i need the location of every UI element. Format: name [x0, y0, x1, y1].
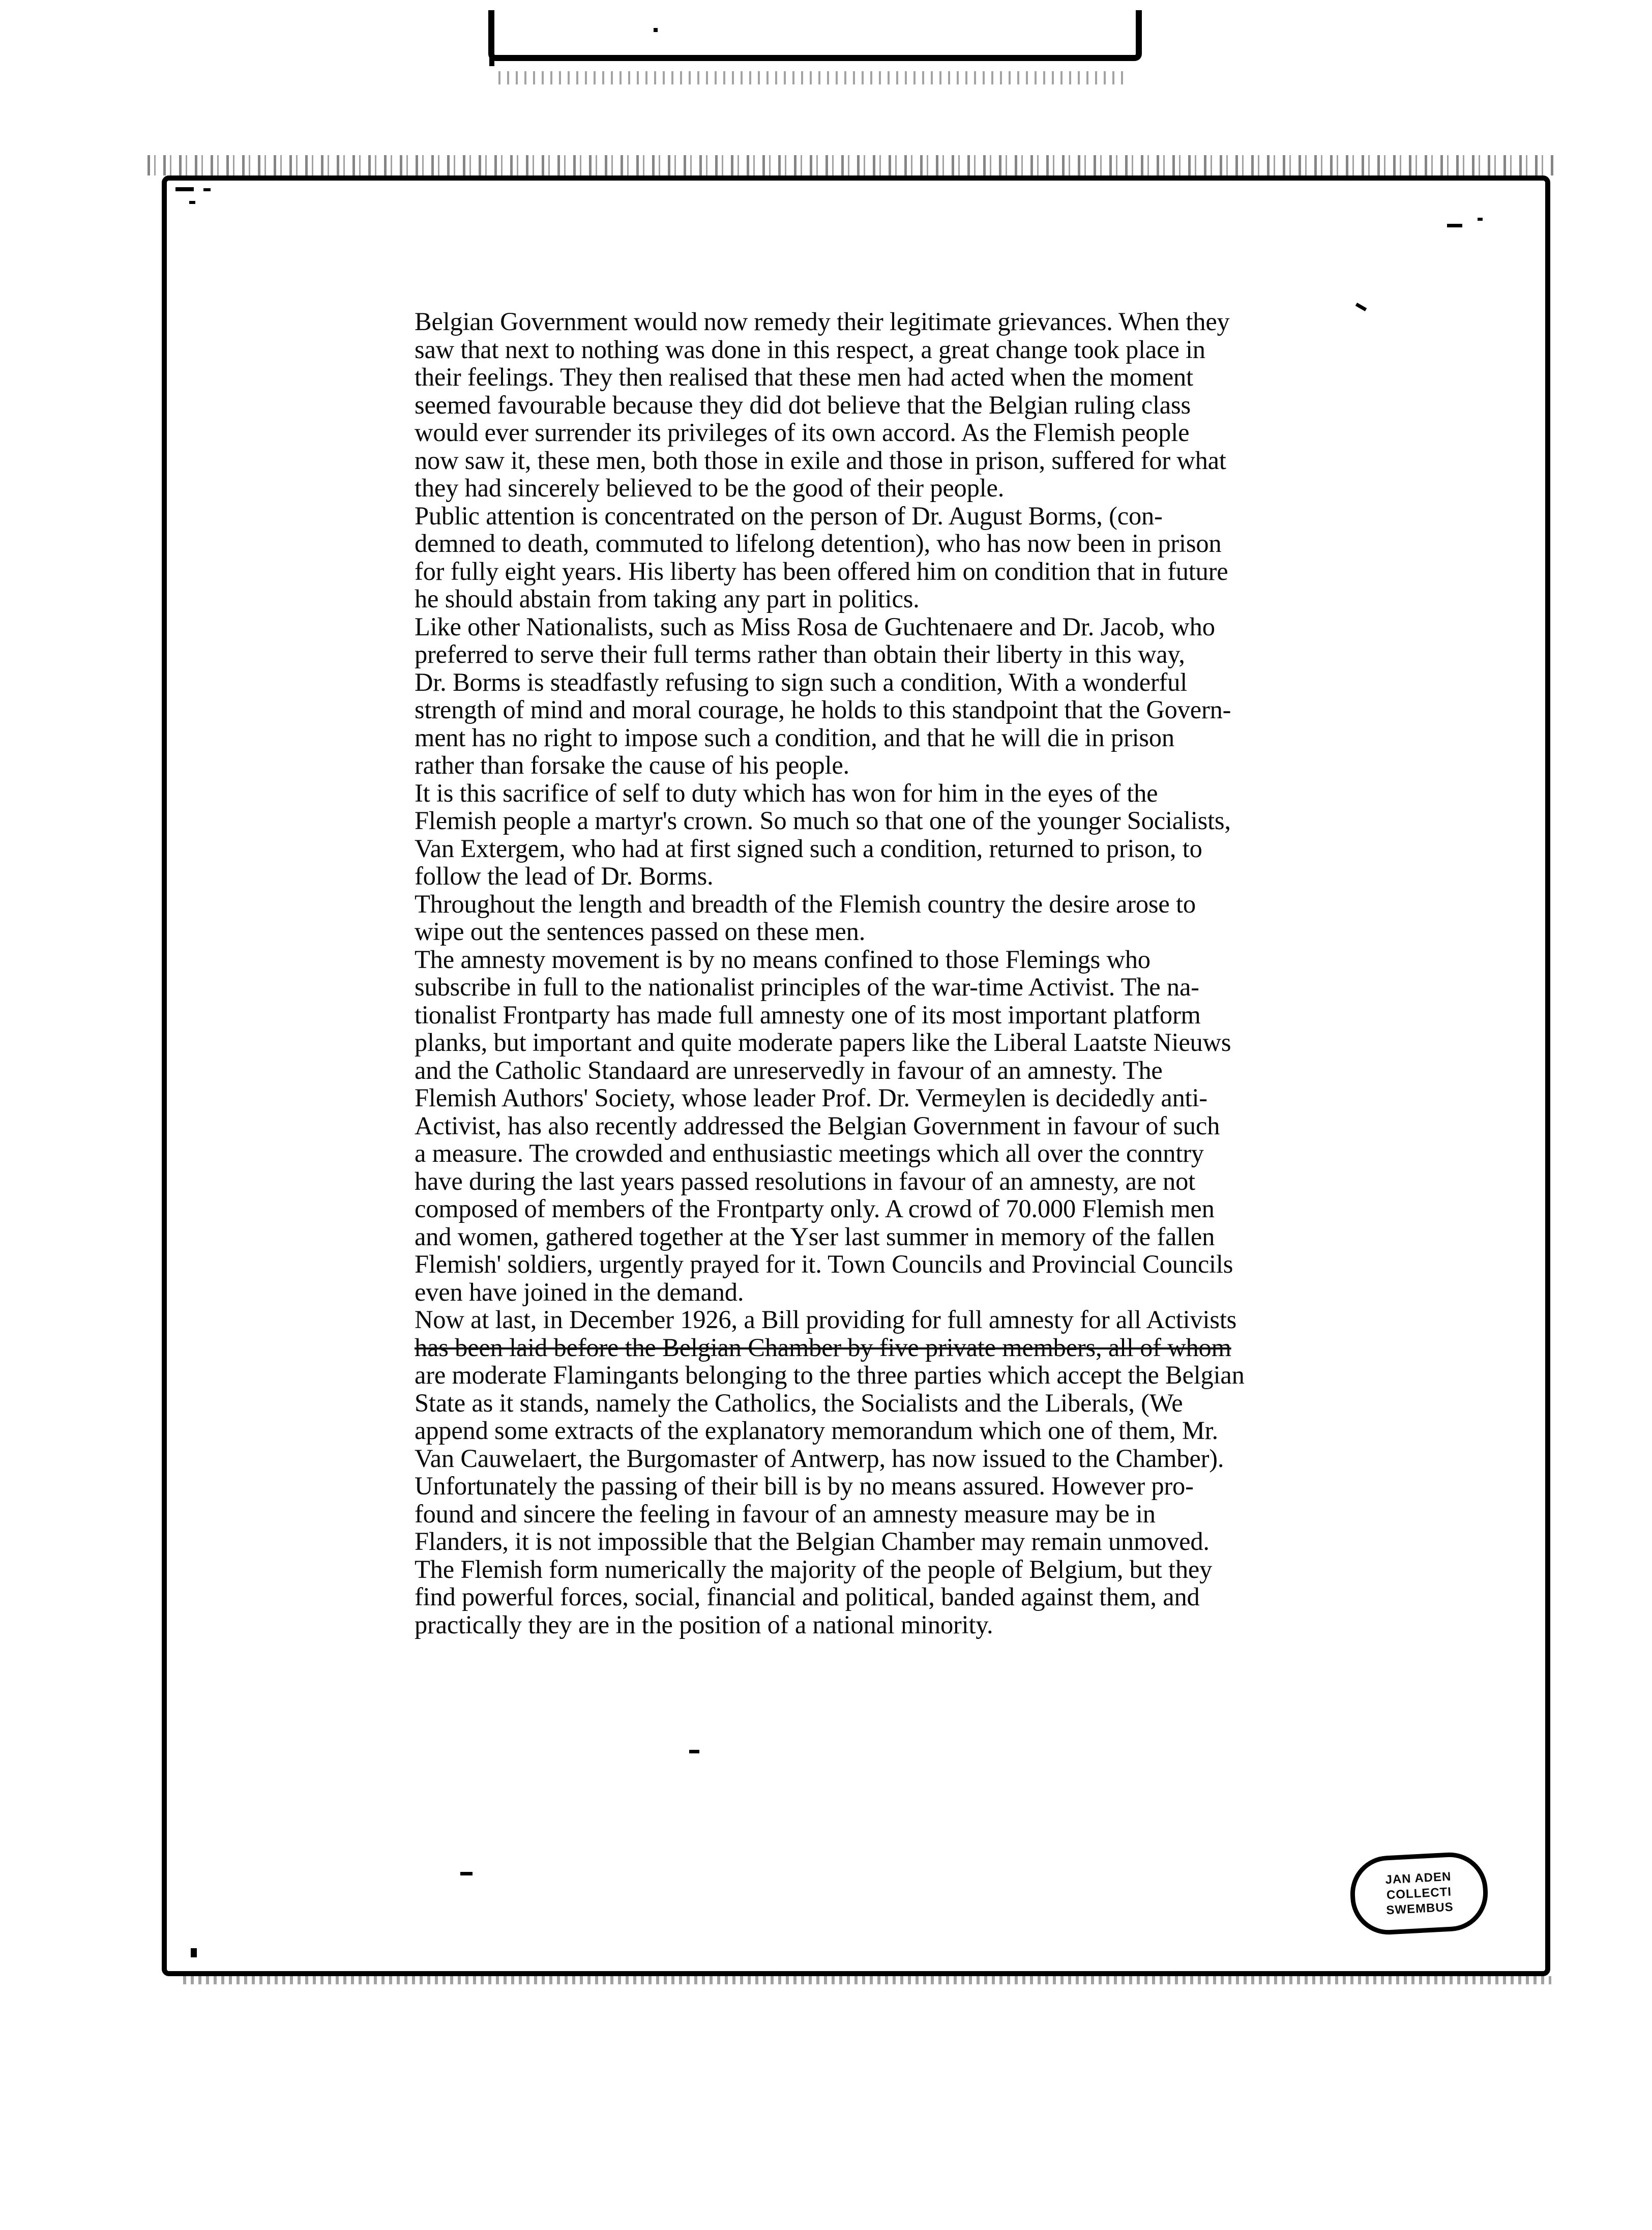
text-line: found and sincere the feeling in favour of an amnesty measure may be in — [415, 1499, 1156, 1528]
text-line: and women, gathered together at the Yser last summer in memory of the fallen — [415, 1222, 1215, 1251]
text-line: they had sincerely believed to be the good of their people. — [415, 474, 1005, 502]
text-line: append some extracts of the explanatory memorandum which one of them, Mr. — [415, 1416, 1218, 1445]
paragraph — [415, 1306, 1345, 1638]
text-line: rather than forsake the cause of his people. — [415, 751, 849, 779]
text-line: tionalist Frontparty has made full amnesty one of its most important platform — [415, 1000, 1201, 1029]
scan-mark — [189, 201, 195, 204]
scan-mark — [191, 1948, 197, 1957]
text-line: Flemish' soldiers, urgently prayed for it. Town Councils and Provincial Councils — [415, 1250, 1233, 1278]
text-line: saw that next to nothing was done in this respect, a great change took place in — [415, 335, 1205, 364]
scan-mark — [203, 188, 211, 191]
scan-speckle-row — [148, 155, 1556, 175]
text-line: Van Extergem, who had at first signed such a condition, returned to prison, to — [415, 834, 1202, 863]
text-line: for fully eight years. His liberty has been offered him on condition that in future — [415, 556, 1228, 585]
scan-mark — [654, 28, 658, 32]
text-line: Activist, has also recently addressed the Belgian Government in favour of such — [415, 1111, 1220, 1140]
text-line: Throughout the length and breadth of the Flemish country the desire arose to — [415, 889, 1196, 918]
text-line: a measure. The crowded and enthusiastic meetings which all over the conntry — [415, 1139, 1204, 1167]
stamp-line: JAN ADEN — [1384, 1869, 1452, 1887]
stamp-line: SWEMBUS — [1385, 1900, 1454, 1917]
text-line: their feelings. They then realised that these men had acted when the moment — [415, 363, 1193, 391]
text-line: wipe out the sentences passed on these men. — [415, 917, 866, 946]
text-line: Dr. Borms is steadfastly refusing to sign such a condition, With a wonderful — [415, 667, 1188, 696]
text-line: he should abstain from taking any part in politics. — [415, 584, 920, 613]
text-line: Like other Nationalists, such as Miss Rosa de Guchtenaere and Dr. Jacob, who — [415, 612, 1215, 641]
text-line: State as it stands, namely the Catholics, the Socialists and the Liberals, (We — [415, 1388, 1183, 1417]
text-line: and the Catholic Standaard are unreservedly in favour of an amnesty. The — [415, 1055, 1163, 1084]
text-line: now saw it, these men, both those in exile and those in prison, suffered for what — [415, 446, 1226, 475]
text-line: ment has no right to impose such a condition, and that he will die in prison — [415, 723, 1174, 752]
struck-text-line: has been laid before the Belgian Chamber by five private members, all of whom — [415, 1333, 1231, 1362]
text-line: The amnesty movement is by no means confined to those Flemings who — [415, 945, 1150, 974]
text-line: Belgian Government would now remedy their legitimate grievances. When they — [415, 307, 1230, 336]
text-line: even have joined in the demand. — [415, 1277, 744, 1306]
text-line: Public attention is concentrated on the person of Dr. August Borms, (con- — [415, 501, 1163, 530]
scan-mark — [689, 1750, 699, 1753]
tab-tick-mark — [489, 20, 494, 66]
paragraph — [415, 946, 1345, 1306]
scan-speckle-bottom — [183, 1976, 1551, 1984]
paragraph — [415, 308, 1345, 502]
text-line: strength of mind and moral courage, he holds to this standpoint that the Govern- — [415, 695, 1231, 724]
scan-mark — [1478, 218, 1483, 221]
text-line: are moderate Flamingants belonging to the three parties which accept the Belgian — [415, 1361, 1245, 1389]
top-tab-border — [488, 10, 1142, 61]
archive-stamp — [1348, 1851, 1490, 1936]
text-line: Now at last, in December 1926, a Bill providing for full amnesty for all Activists — [415, 1305, 1237, 1334]
text-line: subscribe in full to the nationalist principles of the war-time Activist. The na- — [415, 973, 1199, 1001]
text-line: have during the last years passed resolutions in favour of an amnesty, are not — [415, 1166, 1195, 1195]
scan-mark — [1447, 224, 1462, 227]
text-line: It is this sacrifice of self to duty which has won for him in the eyes of the — [415, 778, 1158, 807]
document-body — [415, 308, 1345, 1638]
text-line: The Flemish form numerically the majority of the people of Belgium, but they — [415, 1554, 1213, 1583]
stamp-line: COLLECTI — [1386, 1885, 1452, 1902]
scan-speckle-top — [498, 71, 1129, 84]
scan-mark — [175, 187, 194, 191]
text-line: Unfortunately the passing of their bill is by no means assured. However pro- — [415, 1472, 1194, 1500]
scan-mark — [460, 1872, 473, 1875]
paragraph — [415, 890, 1345, 946]
text-line: planks, but important and quite moderate papers like the Liberal Laatste Nieuws — [415, 1028, 1231, 1057]
text-line: Flemish Authors' Society, whose leader Prof. Dr. Vermeylen is decidedly anti- — [415, 1083, 1207, 1112]
text-line: demned to death, commuted to lifelong detention), who has now been in prison — [415, 529, 1222, 558]
text-line: practically they are in the position of a national minority. — [415, 1610, 993, 1639]
text-line: seemed favourable because they did dot believe that the Belgian ruling class — [415, 390, 1191, 419]
text-line: composed of members of the Frontparty only. A crowd of 70.000 Flemish men — [415, 1194, 1215, 1223]
text-line: would ever surrender its privileges of its own accord. As the Flemish people — [415, 418, 1190, 447]
paragraph — [415, 502, 1345, 613]
text-line: find powerful forces, social, financial and political, banded against them, and — [415, 1582, 1200, 1611]
text-line: preferred to serve their full terms rather than obtain their liberty in this way, — [415, 640, 1185, 668]
text-line: follow the lead of Dr. Borms. — [415, 862, 714, 890]
text-line: Flemish people a martyr's crown. So much so that one of the younger Socialists, — [415, 806, 1231, 835]
paragraph — [415, 613, 1345, 779]
paragraph — [415, 779, 1345, 890]
text-line: Van Cauwelaert, the Burgomaster of Antwerp, has now issued to the Chamber). — [415, 1444, 1224, 1473]
text-line: Flanders, it is not impossible that the Belgian Chamber may remain unmoved. — [415, 1527, 1210, 1556]
